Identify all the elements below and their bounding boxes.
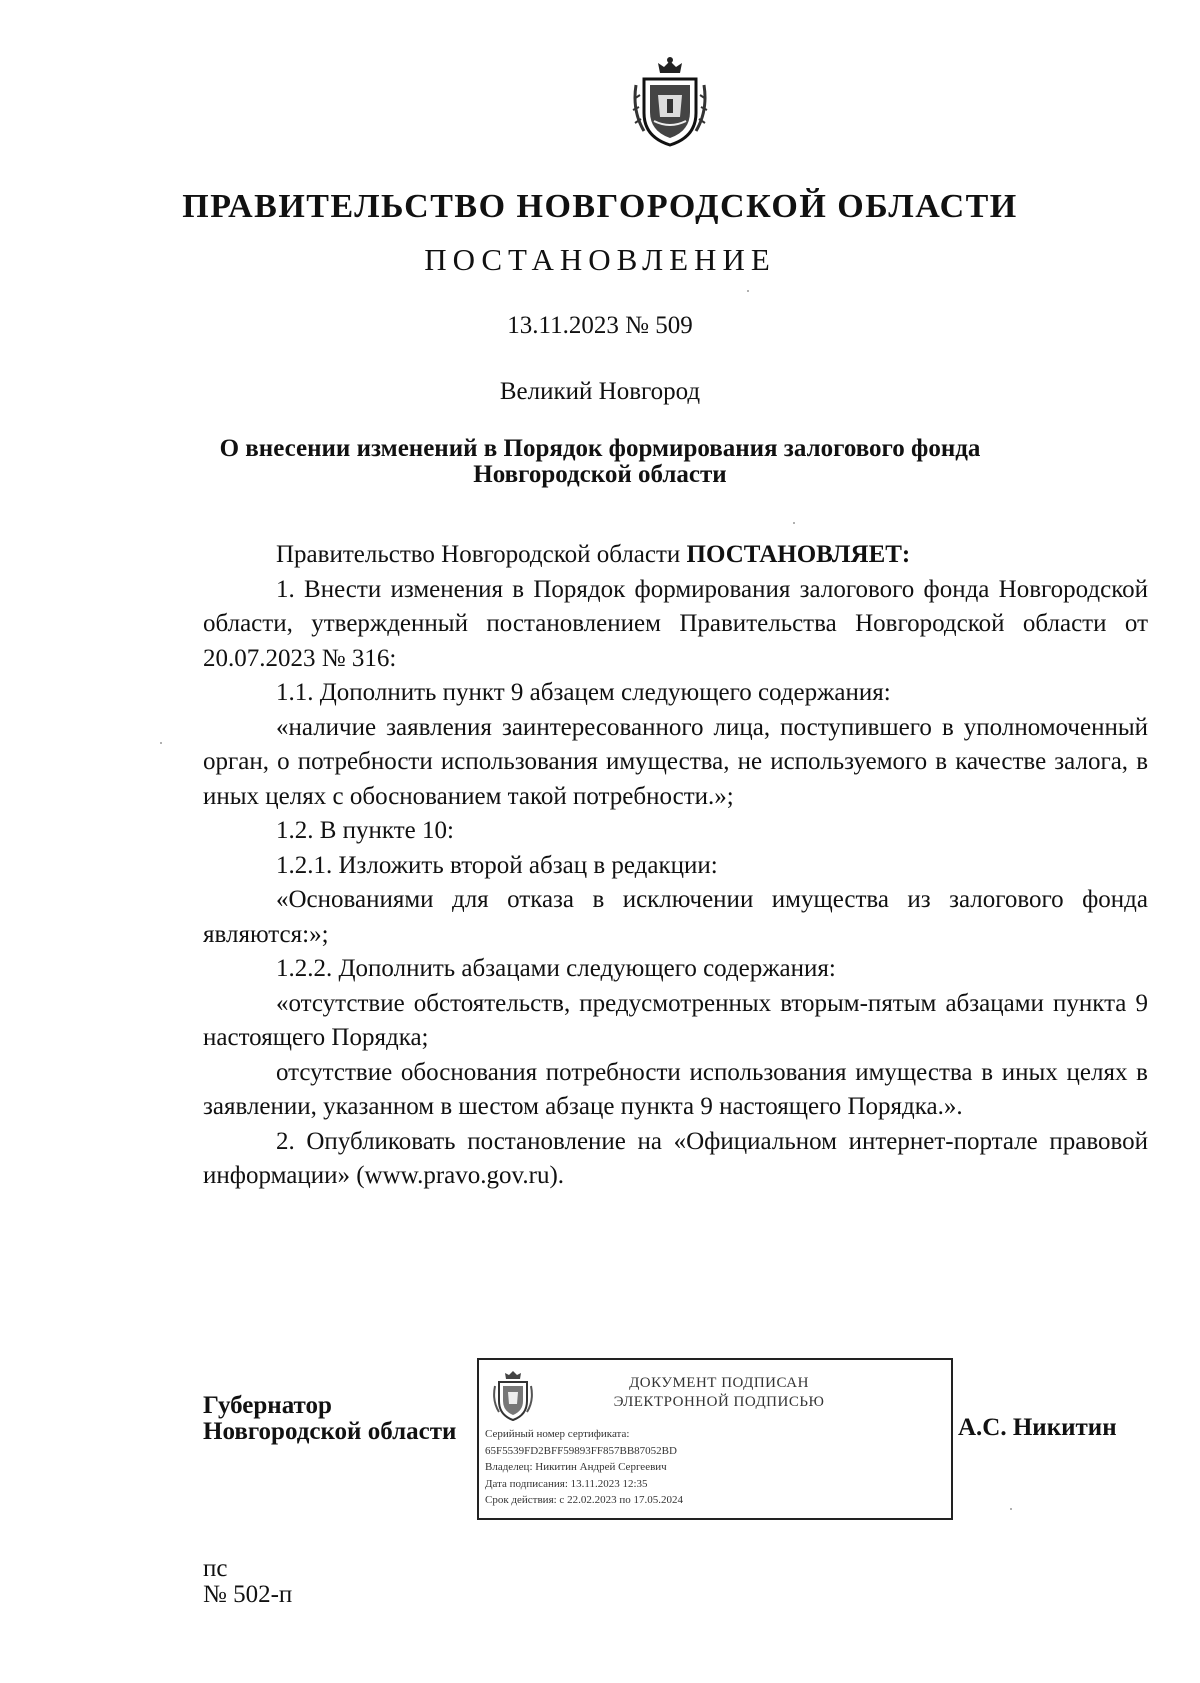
paragraph: «отсутствие обстоятельств, предусмотренных вторым-пятым абзацами пункта 9 настоящего Порядка; bbox=[203, 989, 1148, 1051]
scan-speck bbox=[160, 742, 162, 744]
signatory-position-line-2: Новгородской области bbox=[203, 1418, 457, 1445]
document-body bbox=[203, 538, 1148, 1194]
scan-speck bbox=[1010, 1508, 1012, 1510]
signatory-position-line-1: Губернатор bbox=[203, 1392, 332, 1419]
document-title-line-2: Новгородской области bbox=[473, 461, 727, 488]
paragraph: 1.2.2. Дополнить абзацами следующего содержания: bbox=[276, 955, 836, 982]
paragraph: «наличие заявления заинтересованного лица, поступившего в уполномоченный орган, о потребности использования имущества, не используемого в качестве залога, в иных целях с обоснованием такой потребности.»; bbox=[203, 713, 1148, 810]
signatory-name: А.С. Никитин bbox=[958, 1414, 1117, 1441]
stamp-detail-line: Серийный номер сертификата: bbox=[485, 1428, 630, 1440]
stamp-heading bbox=[549, 1374, 889, 1412]
preamble bbox=[203, 538, 1148, 573]
preamble-decree: ПОСТАНОВЛЯЕТ: bbox=[686, 541, 911, 568]
stamp-detail-line: 65F5539FD2BFF59893FF857BB87052BD bbox=[485, 1444, 677, 1457]
stamp-detail-line: Дата подписания: 13.11.2023 12:35 bbox=[485, 1477, 648, 1490]
signatory-position bbox=[203, 1393, 456, 1445]
scan-speck bbox=[793, 522, 795, 524]
coat-of-arms-emblem bbox=[630, 55, 710, 147]
paragraph: отсутствие обоснования потребности использования имущества в иных целях в заявлении, указанном в шестом абзаце пункта 9 настоящего Порядка.». bbox=[203, 1058, 1148, 1120]
footer-line-1: пс bbox=[203, 1555, 228, 1582]
document-title bbox=[0, 436, 1200, 488]
paragraph: 2. Опубликовать постановление на «Официальном интернет-портале правовой информации» (www.pravo.gov.ru). bbox=[203, 1127, 1148, 1189]
footer-line-2: № 502-п bbox=[203, 1581, 293, 1608]
electronic-signature-stamp bbox=[477, 1358, 953, 1520]
stamp-heading-line-1: ДОКУМЕНТ ПОДПИСАН bbox=[629, 1375, 809, 1391]
stamp-coat-of-arms-icon bbox=[491, 1368, 535, 1422]
stamp-details bbox=[485, 1426, 683, 1509]
document-title-line-1: О внесении изменений в Порядок формирования залогового фонда bbox=[219, 435, 981, 462]
document-city: Великий Новгород bbox=[499, 378, 701, 405]
stamp-heading-line-2: ЭЛЕКТРОННОЙ ПОДПИСЬЮ bbox=[613, 1394, 825, 1410]
paragraph: 1.2. В пункте 10: bbox=[276, 817, 454, 844]
preamble-text: Правительство Новгородской области bbox=[276, 541, 687, 568]
document-date-number: 13.11.2023 № 509 bbox=[507, 312, 693, 339]
paragraph: 1. Внести изменения в Порядок формирования залогового фонда Новгородской области, утвержденный постановлением Правительства Новгородской области от 20.07.2023 № 316: bbox=[203, 575, 1148, 672]
scan-speck bbox=[747, 290, 749, 292]
paragraph: 1.2.1. Изложить второй абзац в редакции: bbox=[276, 851, 718, 879]
paragraph: 1.1. Дополнить пункт 9 абзацем следующего содержания: bbox=[276, 679, 891, 706]
organization-name: ПРАВИТЕЛЬСТВО НОВГОРОДСКОЙ ОБЛАСТИ bbox=[182, 188, 1018, 225]
paragraph: «Основаниями для отказа в исключении имущества из залогового фонда являются:»; bbox=[203, 886, 1148, 948]
footer-reference bbox=[203, 1556, 292, 1608]
stamp-detail-line: Владелец: Никитин Андрей Сергеевич bbox=[485, 1461, 667, 1473]
document-type: ПОСТАНОВЛЕНИЕ bbox=[424, 242, 776, 277]
stamp-detail-line: Срок действия: с 22.02.2023 по 17.05.2024 bbox=[485, 1494, 683, 1506]
